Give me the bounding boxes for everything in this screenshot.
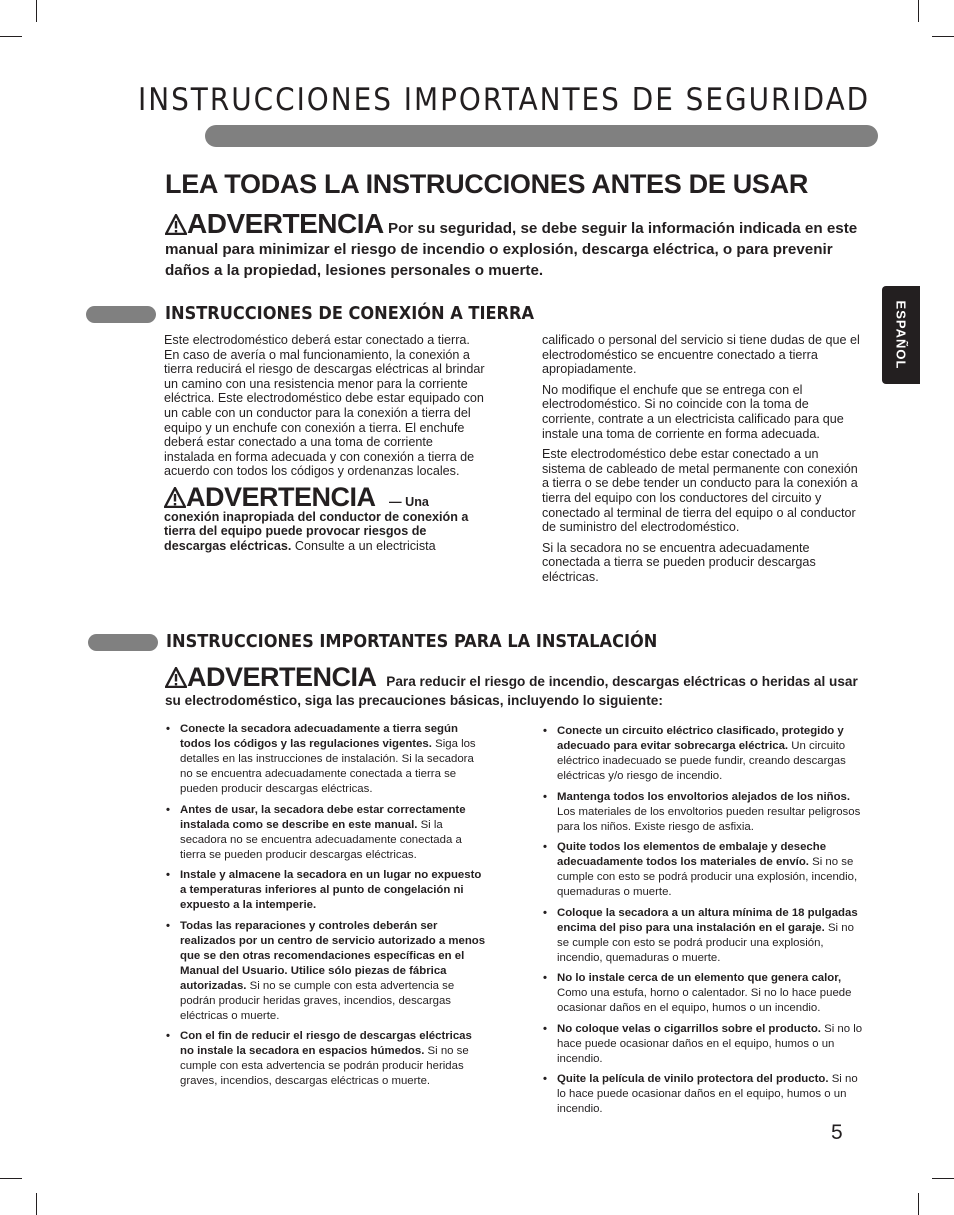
warning-triangle-icon xyxy=(165,667,187,691)
list-item: • Quite todos los elementos de embalaje y deseche adecuadamente todos los materiales de envío. Si no se cumple con esto se podrá producir una explosión, incendio, quemaduras o muerte. xyxy=(543,840,867,900)
grounding-left-column xyxy=(164,333,486,553)
list-item: • No coloque velas o cigarrillos sobre el producto. Si no lo hace puede ocasionar daños en el equipo, humos o un incendio. xyxy=(543,1022,867,1067)
warning-text: Por su seguridad, se debe seguir la información indicada en este manual para minimizar el riesgo de incendio o explosión, descarga eléctrica, o para prevenir daños a la propiedad, lesiones personales o muerte. xyxy=(165,220,858,279)
warning-label: ADVERTENCIA xyxy=(187,662,377,692)
list-item: • Con el fin de reducir el riesgo de descargas eléctricas no instale la secadora en espacios húmedos. Si no se cumple con esta advertencia se podrán producir heridas graves, incendios, descargas eléctricas o muerte. xyxy=(166,1029,488,1089)
crop-mark xyxy=(918,0,919,22)
crop-mark xyxy=(0,1178,22,1179)
warning-label: ADVERTENCIA xyxy=(187,208,384,239)
grounding-right-column xyxy=(542,333,860,591)
list-item: • Mantenga todos los envoltorios alejados de los niños. Los materiales de los envoltorios pueden resultar peligrosos para los niños. Existe riesgo de asfixia. xyxy=(543,790,867,835)
warning-bold-text: conexión inapropiada del conductor de conexión a tierra del equipo puede provocar riesgos de descargas eléctricas. xyxy=(164,509,469,553)
warning-label: ADVERTENCIA xyxy=(186,481,376,512)
page-title: INSTRUCCIONES IMPORTANTES DE SEGURIDAD xyxy=(138,82,871,118)
page-number: 5 xyxy=(831,1121,843,1144)
warning-triangle-icon xyxy=(165,214,187,239)
list-item: • Todas las reparaciones y controles deberán ser realizados por un centro de servicio autorizado a menos que se den otras recomendaciones específicas en el Manual del Usuario. Utilice sólo piezas de fábrica autorizadas. Si no se cumple con esta advertencia se podrán producir heridas graves, incendios, descargas eléctricas o muerte. xyxy=(166,919,488,1024)
list-item: • Antes de usar, la secadora debe estar correctamente instalada como se describe en este manual. Si la secadora no se encuentra adecuadamente conectada a tierra se pueden producir descargas eléctricas. xyxy=(166,803,488,863)
section-title-grounding: INSTRUCCIONES DE CONEXIÓN A TIERRA xyxy=(165,303,535,324)
main-heading: LEA TODAS LA INSTRUCCIONES ANTES DE USAR xyxy=(165,169,809,199)
crop-mark xyxy=(36,0,37,22)
list-item: • Conecte un circuito eléctrico clasificado, protegido y adecuado para evitar sobrecarga eléctrica. Un circuito eléctrico inadecuado se puede fundir, creando descargas eléctricas y/o riesgo de incendio. xyxy=(543,724,867,784)
list-item: • Instale y almacene la secadora en un lugar no expuesto a temperaturas inferiores al punto de congelación ni expuesto a la intemperie. xyxy=(166,868,488,913)
language-tab-label: ESPAÑOL xyxy=(893,300,909,370)
crop-mark xyxy=(932,36,954,37)
crop-mark xyxy=(918,1193,919,1215)
section-title-installation: INSTRUCCIONES IMPORTANTES PARA LA INSTALACIÓN xyxy=(166,631,658,652)
grounding-paragraph: Este electrodoméstico deberá estar conectado a tierra. En caso de avería o mal funcionamiento, la conexión a tierra reducirá el riesgo de descargas eléctricas al brindar un camino con una resistencia menor para la corriente eléctrica. Este electrodoméstico debe estar equipado con un cable con un conductor para la conexión a tierra del equipo y un enchufe con conexión a tierra. El enchufe deberá estar conectado a una toma de corriente instalada en forma adecuada y con conexión a tierra de acuerdo con todos los códigos y ordenanzas locales. xyxy=(164,333,485,479)
installation-right-list xyxy=(543,724,867,1123)
list-item: • Coloque la secadora a un altura mínima de 18 pulgadas encima del piso para una instalación en el garaje. Si no se cumple con esto se podrá producir una explosión, incendio, quemaduras o muerte. xyxy=(543,906,867,966)
section-marker-pill xyxy=(88,634,158,651)
grounding-right-paragraph: Si la secadora no se encuentra adecuadamente conectada a tierra se pueden producir descargas eléctricas. xyxy=(542,540,816,584)
list-item: • Conecte la secadora adecuadamente a tierra según todos los códigos y las regulaciones vigentes. Siga los detalles en las instrucciones de instalación. Si la secadora no se encuentra adecuadamente conectada a tierra se pueden producir descargas eléctricas. xyxy=(166,722,488,797)
warning-top xyxy=(165,208,875,281)
warning-text: Para reducir el riesgo de incendio, descargas eléctricas o heridas al usar su electrodoméstico, siga las precauciones básicas, incluyendo lo siguiente: xyxy=(165,674,858,708)
crop-mark xyxy=(36,1193,37,1215)
grounding-warning xyxy=(164,481,486,553)
language-tab xyxy=(882,286,920,384)
title-underline-bar xyxy=(205,125,878,147)
grounding-right-paragraph: calificado o personal del servicio si tiene dudas de que el electrodoméstico se encuentre conectado a tierra apropiadamente. xyxy=(542,333,860,377)
warning-rest-text: Consulte a un electricista xyxy=(291,538,436,553)
installation-warning xyxy=(165,662,865,710)
grounding-right-paragraph: Este electrodoméstico debe estar conectado a un sistema de cableado de metal permanente con conexión a tierra o se debe tender un conducto para la conexión a tierra del equipo con los conductores del circuito y conectado al terminal de tierra del equipo o al conductor de suministro del electrodoméstico. xyxy=(542,447,858,535)
section-marker-pill xyxy=(86,306,156,323)
grounding-right-paragraph: No modifique el enchufe que se entrega con el electrodoméstico. Si no coincide con la toma de corriente, contrate a un electricista calificado para que instale una toma de corriente en forma adecuada. xyxy=(542,382,844,441)
warning-dash: — Una xyxy=(389,494,429,509)
crop-mark xyxy=(0,36,22,37)
list-item: • No lo instale cerca de un elemento que genera calor, Como una estufa, horno o calentador. Si no lo hace puede ocasionar daños en el equipo, humos o un incendio. xyxy=(543,971,867,1016)
installation-left-list xyxy=(166,722,488,1095)
warning-triangle-icon xyxy=(164,487,186,510)
list-item: • Quite la película de vinilo protectora del producto. Si no lo hace puede ocasionar daños en el equipo, humos o un incendio. xyxy=(543,1072,867,1117)
crop-mark xyxy=(932,1178,954,1179)
